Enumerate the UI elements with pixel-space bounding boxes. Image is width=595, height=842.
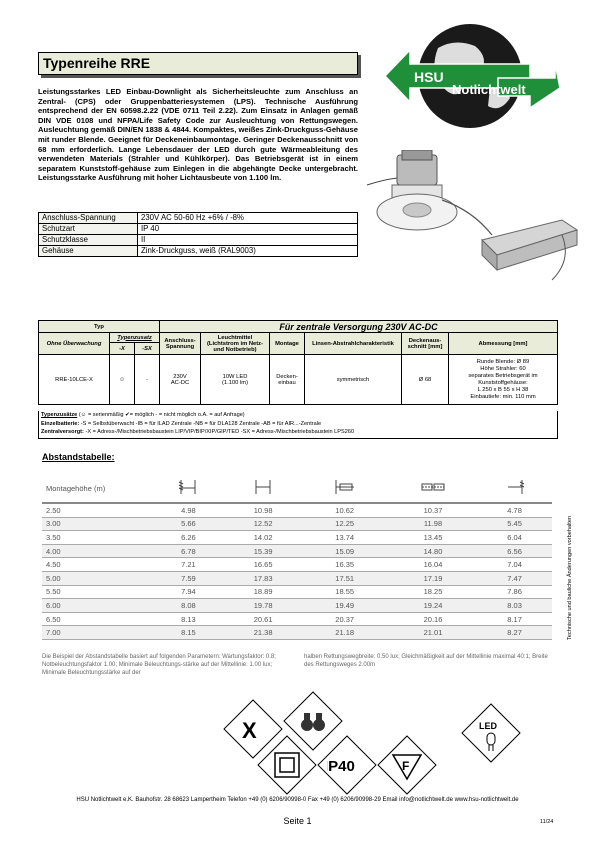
col-typ: Typ xyxy=(39,321,160,333)
table-cell: 8.13 xyxy=(151,612,226,626)
table-cell: 6.00 xyxy=(42,599,151,613)
page-title: Typenreihe RRE xyxy=(43,55,151,71)
table-cell: 16.04 xyxy=(389,558,477,572)
table-cell: 17.19 xyxy=(389,571,477,585)
led-icon xyxy=(461,703,520,762)
table-row xyxy=(42,571,552,585)
cell-decken: Ø 68 xyxy=(402,355,449,405)
table-row xyxy=(42,503,552,517)
icon-pattern-1-icon xyxy=(151,474,226,503)
spec-table xyxy=(38,212,358,257)
page-code: 11/24 xyxy=(540,819,554,825)
distance-table xyxy=(42,474,552,640)
table-legend: Typenzusätze (☺ = serienmäßig ✔= möglich - = nicht möglich o.A. = auf Anfrage) Einzelbatterie: -S = Selbstüberwacht -IB = für ILAD Zentrale -NB = für DLA128 Zentrale -AB = für AIR...-Zentrale Zentralversorgt: -X = Adress-/Mischbetriebsbaustein LIP/VIP/BIP/XIP/GIP/TED -SX = Adress-/Mischbetriebsbaustein LPS260 xyxy=(38,411,558,439)
table-row xyxy=(42,517,552,531)
svg-text:IP40: IP40 xyxy=(327,758,355,775)
col-linsen: Linsen-Abstrahlcharakteristik xyxy=(305,333,402,355)
spec-value: II xyxy=(138,235,358,246)
table-cell: 5.50 xyxy=(42,585,151,599)
table-cell: 18.89 xyxy=(226,585,301,599)
cell-x: ☺ xyxy=(110,355,135,405)
title-box xyxy=(38,52,358,75)
table-cell: 21.38 xyxy=(226,626,301,640)
table-cell: 18.25 xyxy=(389,585,477,599)
spec-key: Schutzart xyxy=(39,224,138,235)
col-montage: Montage xyxy=(270,333,305,355)
table-cell: 13.74 xyxy=(301,531,389,545)
table-row xyxy=(42,626,552,640)
table-row xyxy=(42,599,552,613)
table-cell: 18.55 xyxy=(301,585,389,599)
table-cell: 17.83 xyxy=(226,571,301,585)
table-cell: 4.50 xyxy=(42,558,151,572)
note-col-2: halben Rettungswegbreite: 0.50 lux; Gleichmäßigkeit auf der Mittellinie maximal 40:1; Breite des Rettungsweges 2.00m xyxy=(304,654,548,668)
col-sx: -SX xyxy=(135,343,160,355)
table-cell: 10.37 xyxy=(389,503,477,517)
spec-row xyxy=(39,224,358,235)
footer-address: HSU Notlichtwelt e.K. Bauhofstr. 28 68623 Lampertheim Telefon +49 (0) 6206/90998-0 Fax +49 (0) 6206/90998-29 Email info@notlichtwelt.de www.hsu-notlichtwelt.de xyxy=(76,797,519,803)
cell-abmessung: Runde Blende: Ø 89 Höhe Strahler: 60 separates Betriebsgerät im Kunststoffgehäuse: L 250 x B 55 x H 38 Einbautiefe: min. 110 mm xyxy=(449,355,558,405)
table-cell: 5.00 xyxy=(42,571,151,585)
product-image xyxy=(362,150,582,300)
spec-key: Anschluss-Spannung xyxy=(39,213,138,224)
col-ohne: Ohne Überwachung xyxy=(39,333,110,355)
table-cell: 4.00 xyxy=(42,544,151,558)
col-abmessung: Abmessung [mm] xyxy=(449,333,558,355)
table-cell: 11.98 xyxy=(389,517,477,531)
logo-text-notlichtwelt: Notlichtwelt xyxy=(452,82,526,97)
product-description: Leistungsstarkes LED Einbau-Downlight als Sicherheitsleuchte zum Anschluss an Zentral- (CPS) oder Gruppenbatteriesystemen (LPS). Technische Ausführung entsprechend der EN 60598.2.22 (VDE 0711 Teil 2.22). Zum Einsatz in Anlagen gemäß DIN VDE 0108 und NFPA/Life Safety Code zur Ausleuchtung von Rettungswegen. Ausleuchtung gemäß DIN/EN 1838 & 4844. Kompaktes, weißes Zink-Druckguss-Gehäuse mit runder Blende. Geeignet für Deckeneinbaumontage. Geringer Deckenausschnitt von 68 mm erforderlich. Lange Lebensdauer der LED durch gute Wärmeableitung des verwendeten Materials (Strahler und Kühlkörper). Das Betriebsgerät ist in einem separatem Kunststoff-gehäuse zum Einlegen in die abgehängte Decke untergebracht. Leistungsstarke Ausführung mit hoher Lichtausbeute von 1.100 lm. xyxy=(38,87,358,183)
table-row xyxy=(42,558,552,572)
table-cell: 12.52 xyxy=(226,517,301,531)
table-row xyxy=(42,612,552,626)
table-cell: 6.26 xyxy=(151,531,226,545)
table-cell: 8.08 xyxy=(151,599,226,613)
distance-table-title: Abstandstabelle: xyxy=(42,452,115,462)
table-cell: 2.50 xyxy=(42,503,151,517)
f-mark-icon xyxy=(377,735,436,794)
col-leuchtmittel: Leuchtmittel (Lichtstrom im Netz- und Notbetrieb) xyxy=(201,333,270,355)
table-cell: 5.66 xyxy=(151,517,226,531)
col-decken: Deckenaus-schnitt [mm] xyxy=(402,333,449,355)
spec-row xyxy=(39,213,358,224)
table-cell: 12.25 xyxy=(301,517,389,531)
col-montagehoehe: Montagehöhe (m) xyxy=(42,474,151,503)
table-cell: 15.09 xyxy=(301,544,389,558)
table-cell: 10.98 xyxy=(226,503,301,517)
table-cell: 16.35 xyxy=(301,558,389,572)
table-cell: 20.37 xyxy=(301,612,389,626)
table-cell: 7.04 xyxy=(477,558,552,572)
table-cell: 3.50 xyxy=(42,531,151,545)
table-cell: 4.78 xyxy=(477,503,552,517)
table-cell: 19.24 xyxy=(389,599,477,613)
page-number: Seite 1 xyxy=(283,816,312,826)
table-row xyxy=(42,544,552,558)
spec-row xyxy=(39,235,358,246)
svg-text:F: F xyxy=(402,759,410,773)
icon-pattern-5-icon xyxy=(477,474,552,503)
spec-value: IP 40 xyxy=(138,224,358,235)
table-cell: 8.15 xyxy=(151,626,226,640)
table-row xyxy=(42,585,552,599)
table-cell: 21.01 xyxy=(389,626,477,640)
table-cell: 13.45 xyxy=(389,531,477,545)
table-cell: 3.00 xyxy=(42,517,151,531)
table-cell: 17.51 xyxy=(301,571,389,585)
spec-row xyxy=(39,246,358,257)
table-cell: 7.59 xyxy=(151,571,226,585)
icon-pattern-2-icon xyxy=(226,474,301,503)
cell-linsen: symmetrisch xyxy=(305,355,402,405)
logo-text-hsu: HSU xyxy=(414,69,444,85)
note-col-1: Die Beispiel der Abstandstabelle basiert auf folgenden Parametern: Wartungsfaktor: 0.8; Notbeleuchtungsfaktor 1.00; Minimale Beleuchtungs-stärke auf der Mittellinie: 1.00 lux; Minimale Beleuchtungsstärke auf der xyxy=(42,654,276,676)
table-cell: 6.56 xyxy=(477,544,552,558)
table-cell: 6.50 xyxy=(42,612,151,626)
col-x: -X xyxy=(110,343,135,355)
icon-pattern-4-icon xyxy=(389,474,477,503)
side-disclaimer: Technische und bauliche Änderungen vorbehalten xyxy=(567,515,573,640)
table-cell: 7.21 xyxy=(151,558,226,572)
col-typenzusatz: Typenzusatz xyxy=(110,333,160,343)
table-row xyxy=(42,531,552,545)
table-cell: 7.00 xyxy=(42,626,151,640)
table-cell: 8.27 xyxy=(477,626,552,640)
hsu-logo xyxy=(380,18,560,138)
table-cell: 6.04 xyxy=(477,531,552,545)
table-cell: 14.80 xyxy=(389,544,477,558)
table-cell: 16.65 xyxy=(226,558,301,572)
svg-text:X: X xyxy=(242,718,257,743)
cell-spannung: 230V AC-DC xyxy=(160,355,201,405)
table-cell: 20.61 xyxy=(226,612,301,626)
cell-montage: Decken- einbau xyxy=(270,355,305,405)
table-cell: 15.39 xyxy=(226,544,301,558)
table-cell: 6.78 xyxy=(151,544,226,558)
table-cell: 14.02 xyxy=(226,531,301,545)
spec-value: Zink-Druckguss, weiß (RAL9003) xyxy=(138,246,358,257)
table-cell: 8.03 xyxy=(477,599,552,613)
cell-sx: - xyxy=(135,355,160,405)
table-cell: 10.62 xyxy=(301,503,389,517)
spec-key: Gehäuse xyxy=(39,246,138,257)
table-cell: 21.18 xyxy=(301,626,389,640)
table-cell: 19.78 xyxy=(226,599,301,613)
table-headline: Für zentrale Versorgung 230V AC-DC xyxy=(160,321,558,333)
cell-typ: RRE-10LCE-X xyxy=(39,355,110,405)
table-cell: 19.49 xyxy=(301,599,389,613)
table-cell: 7.94 xyxy=(151,585,226,599)
icon-pattern-3-icon xyxy=(301,474,389,503)
spec-value: 230V AC 50-60 Hz +6% / -8% xyxy=(138,213,358,224)
ip40-icon xyxy=(317,735,376,794)
table-cell: 7.47 xyxy=(477,571,552,585)
table-cell: 8.17 xyxy=(477,612,552,626)
product-table xyxy=(38,320,558,405)
svg-text:LED: LED xyxy=(479,721,497,731)
table-cell: 20.16 xyxy=(389,612,477,626)
spec-key: Schutzklasse xyxy=(39,235,138,246)
cell-leuchtmittel: 10W LED (1.100 lm) xyxy=(201,355,270,405)
table-row xyxy=(39,355,558,405)
col-anschluss: Anschluss-Spannung xyxy=(160,333,201,355)
table-cell: 5.45 xyxy=(477,517,552,531)
table-cell: 4.98 xyxy=(151,503,226,517)
table-cell: 7.86 xyxy=(477,585,552,599)
